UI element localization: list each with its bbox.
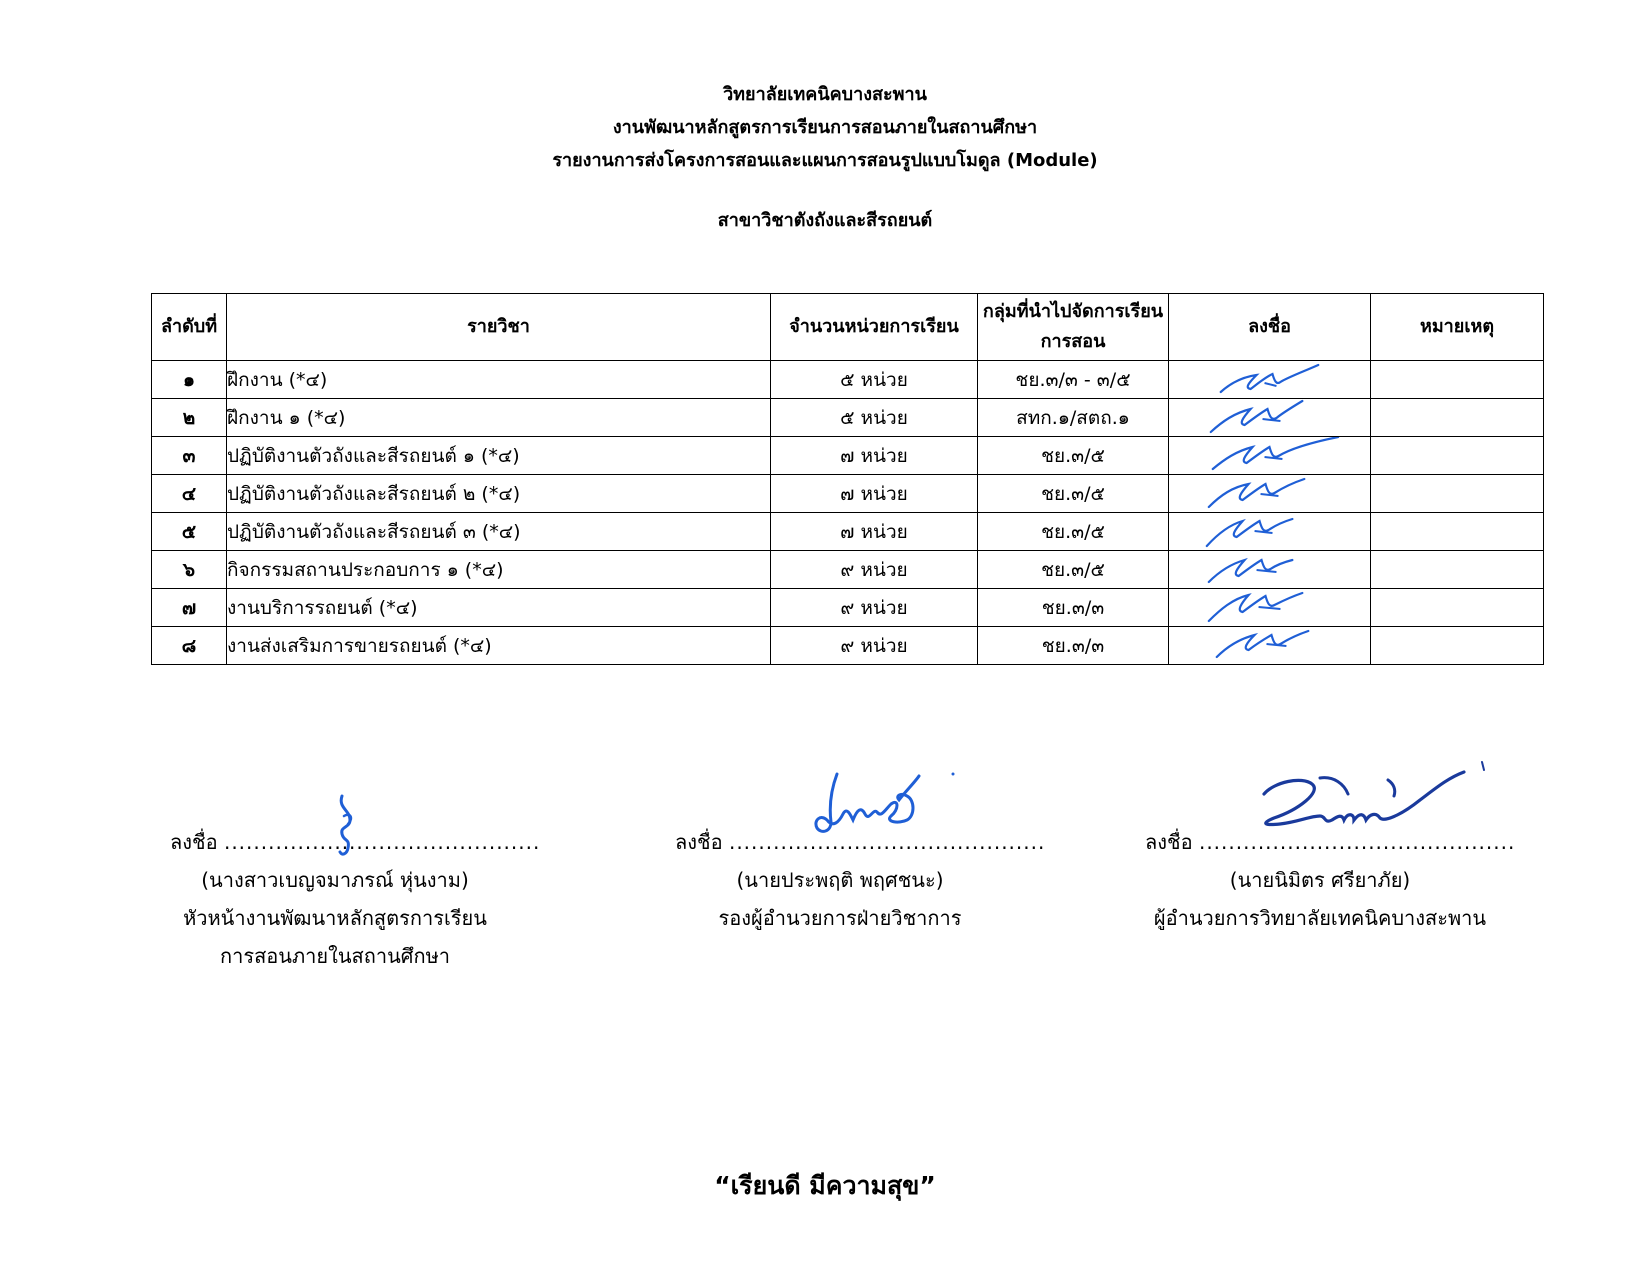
signature-icon [1169, 399, 1370, 436]
cell-remark [1371, 589, 1544, 627]
cell-units: ๗ หน่วย [771, 437, 978, 475]
branch-name: สาขาวิชาตังถังและสีรถยนต์ [717, 210, 933, 231]
cell-no: ๕ [152, 513, 227, 551]
cell-group: ชย.๓/๕ [978, 475, 1169, 513]
cell-group: ชย.๓/๕ [978, 437, 1169, 475]
cell-subject: ปฏิบัติงานตัวถังและสีรถยนต์ ๑ (*๔) [227, 437, 771, 475]
signature-icon [1169, 475, 1370, 512]
cell-subject: กิจกรรมสถานประกอบการ ๑ (*๔) [227, 551, 771, 589]
col-header-group: กลุ่มที่นำไปจัดการเรียนการสอน [978, 294, 1169, 361]
cell-signature [1169, 399, 1371, 437]
cell-group: ชย.๓/๓ - ๓/๕ [978, 361, 1169, 399]
table-row [152, 475, 1544, 513]
cell-subject: งานส่งเสริมการขายรถยนต์ (*๔) [227, 627, 771, 665]
cell-subject: ฝึกงาน (*๔) [227, 361, 771, 399]
report-table [151, 293, 1544, 665]
cell-group: ชย.๓/๓ [978, 627, 1169, 665]
signer-name: (นายนิมิตร ศรียาภัย) [1229, 868, 1411, 892]
table-row [152, 437, 1544, 475]
department-name: งานพัฒนาหลักสูตรการเรียนการสอนภายในสถานศึกษา [612, 117, 1038, 138]
signature-icon [1169, 437, 1370, 474]
sign-dots: ........................................... [1198, 830, 1516, 854]
signer-position-line2: การสอนภายในสถานศึกษา [220, 944, 450, 968]
cell-units: ๙ หน่วย [771, 551, 978, 589]
cell-units: ๗ หน่วย [771, 513, 978, 551]
handwritten-signature-icon [795, 770, 965, 860]
signature-icon [1169, 551, 1370, 588]
cell-no: ๒ [152, 399, 227, 437]
cell-subject: ฝึกงาน ๑ (*๔) [227, 399, 771, 437]
col-header-sign: ลงชื่อ [1169, 294, 1371, 361]
table-row [152, 513, 1544, 551]
cell-units: ๕ หน่วย [771, 399, 978, 437]
cell-remark [1371, 361, 1544, 399]
col-header-remark: หมายเหตุ [1371, 294, 1544, 361]
cell-units: ๗ หน่วย [771, 475, 978, 513]
cell-no: ๔ [152, 475, 227, 513]
handwritten-signature-icon [320, 790, 380, 860]
signature-icon [1169, 627, 1370, 664]
col-header-no: ลำดับที่ [152, 294, 227, 361]
cell-no: ๓ [152, 437, 227, 475]
sign-label: ลงชื่อ [170, 830, 218, 854]
cell-subject: งานบริการรถยนต์ (*๔) [227, 589, 771, 627]
signer-position: หัวหน้างานพัฒนาหลักสูตรการเรียน [183, 906, 487, 930]
motto: “เรียนดี มีความสุข” [714, 1171, 936, 1200]
sign-label: ลงชื่อ [1145, 830, 1193, 854]
cell-signature [1169, 589, 1371, 627]
cell-units: ๙ หน่วย [771, 627, 978, 665]
sign-dots: ........................................... [223, 830, 541, 854]
college-name: วิทยาลัยเทคนิคบางสะพาน [723, 84, 927, 105]
signature-icon [1169, 361, 1370, 398]
cell-signature [1169, 475, 1371, 513]
cell-remark [1371, 475, 1544, 513]
cell-group: ชย.๓/๕ [978, 551, 1169, 589]
cell-signature [1169, 437, 1371, 475]
cell-subject: ปฏิบัติงานตัวถังและสีรถยนต์ ๓ (*๔) [227, 513, 771, 551]
cell-group: ชย.๓/๓ [978, 589, 1169, 627]
signature-icon [1169, 589, 1370, 626]
document-header [0, 78, 1650, 237]
cell-no: ๖ [152, 551, 227, 589]
cell-signature [1169, 551, 1371, 589]
cell-units: ๙ หน่วย [771, 589, 978, 627]
col-header-subject: รายวิชา [227, 294, 771, 361]
report-title: รายงานการส่งโครงการสอนและแผนการสอนรูปแบบโมดูล (Module) [552, 150, 1098, 171]
table-row [152, 627, 1544, 665]
table-row [152, 589, 1544, 627]
cell-remark [1371, 513, 1544, 551]
table-row [152, 361, 1544, 399]
cell-no: ๘ [152, 627, 227, 665]
sign-dots: ........................................... [728, 830, 1046, 854]
cell-no: ๑ [152, 361, 227, 399]
signer-name: (นางสาวเบญจมาภรณ์ หุ่นงาม) [201, 868, 469, 892]
cell-units: ๕ หน่วย [771, 361, 978, 399]
cell-signature [1169, 627, 1371, 665]
cell-subject: ปฏิบัติงานตัวถังและสีรถยนต์ ๒ (*๔) [227, 475, 771, 513]
table-row [152, 551, 1544, 589]
signer-name: (นายประพฤติ พฤศชนะ) [736, 868, 944, 892]
col-header-units: จำนวนหน่วยการเรียน [771, 294, 978, 361]
cell-remark [1371, 399, 1544, 437]
signer-position: ผู้อำนวยการวิทยาลัยเทคนิคบางสะพาน [1153, 906, 1487, 930]
signature-icon [1169, 513, 1370, 550]
table-header-row [152, 294, 1544, 361]
cell-signature [1169, 361, 1371, 399]
cell-group: สทก.๑/สตถ.๑ [978, 399, 1169, 437]
signer-position: รองผู้อำนวยการฝ่ายวิชาการ [718, 906, 962, 930]
cell-remark [1371, 551, 1544, 589]
cell-signature [1169, 513, 1371, 551]
cell-no: ๗ [152, 589, 227, 627]
sign-label: ลงชื่อ [675, 830, 723, 854]
handwritten-signature-icon [1250, 760, 1490, 850]
cell-remark [1371, 437, 1544, 475]
table-row [152, 399, 1544, 437]
cell-group: ชย.๓/๕ [978, 513, 1169, 551]
cell-remark [1371, 627, 1544, 665]
